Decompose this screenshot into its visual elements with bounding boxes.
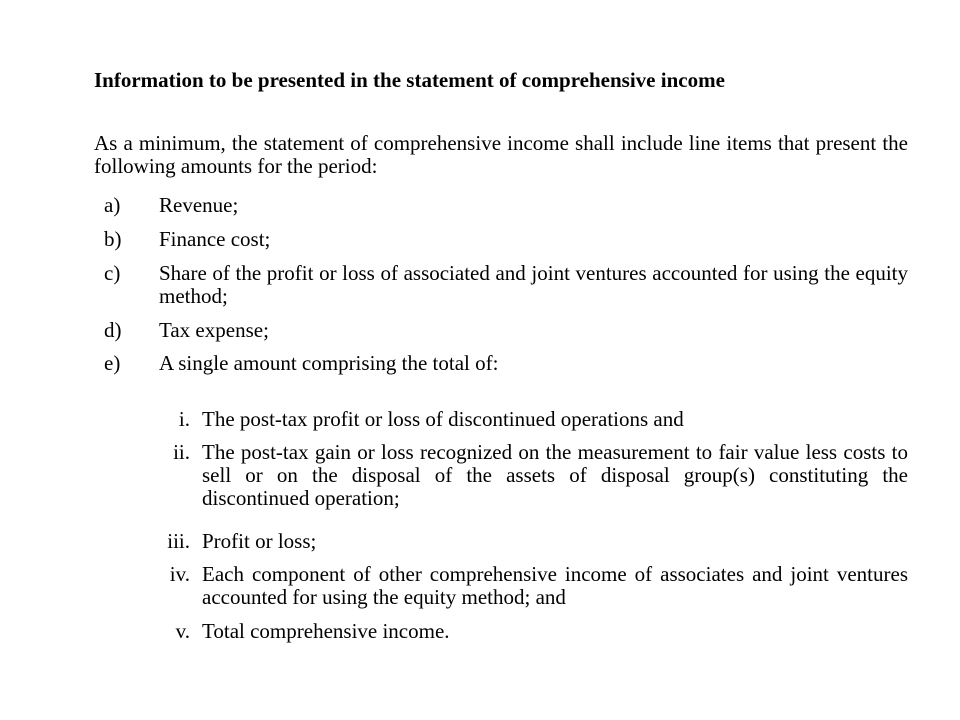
list-marker: iv. xyxy=(169,562,190,586)
list-marker: d) xyxy=(104,318,122,342)
list-item-text: Revenue; xyxy=(159,193,239,217)
list-item-text: Profit or loss; xyxy=(202,529,317,553)
page-title: Information to be presented in the statement of comprehensive income xyxy=(94,68,725,92)
list-marker: iii. xyxy=(167,529,190,553)
list-item-text: Each component of other comprehensive income of associates and joint ventures accounted for using the equity method; and xyxy=(202,562,908,609)
list-item-text: The post-tax gain or loss recognized on the measurement to fair value less costs to sell or on the disposal of the assets of disposal group(s) constituting the discontinued operation; xyxy=(202,440,908,510)
list-marker: ii. xyxy=(173,440,190,464)
list-item-text: A single amount comprising the total of: xyxy=(159,351,499,375)
list-item-text: Tax expense; xyxy=(159,318,269,342)
list-marker: i. xyxy=(178,407,190,431)
list-marker: v. xyxy=(175,619,190,643)
intro-paragraph: As a minimum, the statement of comprehensive income shall include line items that present the following amounts for the period: xyxy=(94,131,908,178)
list-marker: e) xyxy=(104,351,121,375)
list-item-text: Share of the profit or loss of associated and joint ventures accounted for using the equity method; xyxy=(159,261,908,308)
list-marker: b) xyxy=(104,227,122,251)
list-marker: c) xyxy=(104,261,121,285)
list-marker: a) xyxy=(104,193,121,217)
list-item-text: Finance cost; xyxy=(159,227,271,251)
list-item-text: Total comprehensive income. xyxy=(202,619,450,643)
list-item-text: The post-tax profit or loss of discontinued operations and xyxy=(202,407,684,431)
